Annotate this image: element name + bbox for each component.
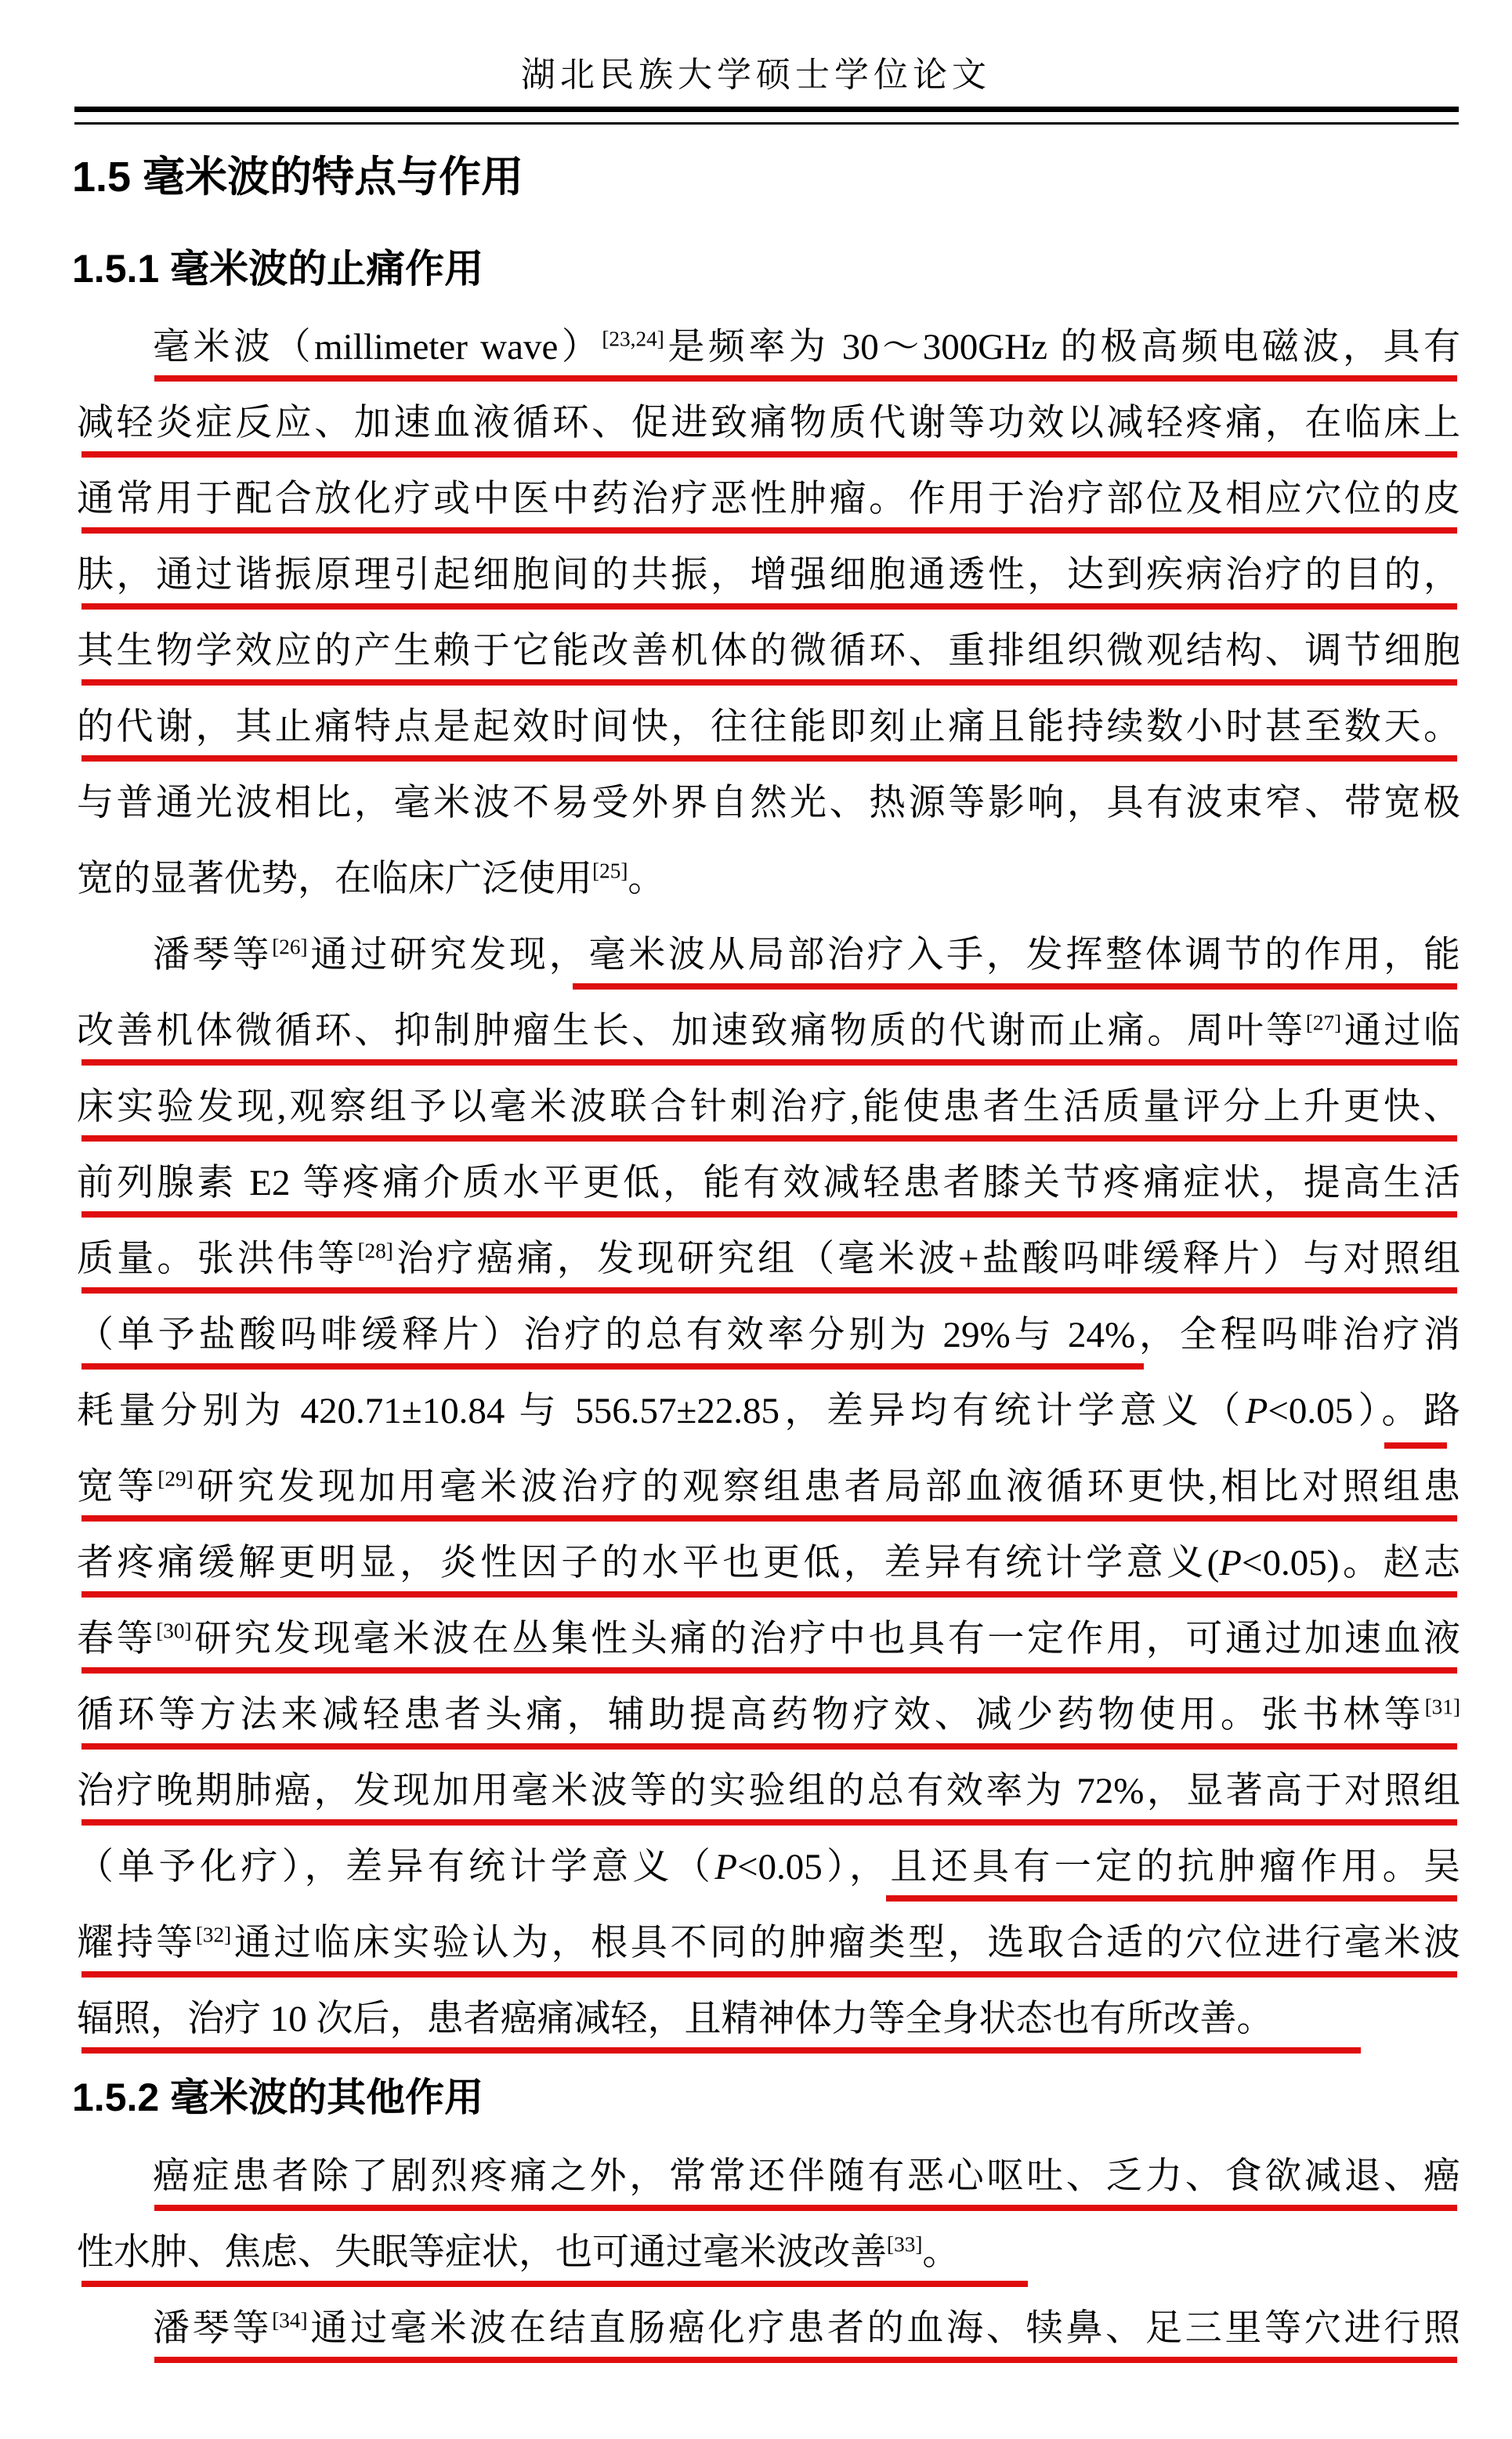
highlight-underline (886, 1895, 1457, 1902)
body-line-21 (77, 1829, 1460, 1905)
section-heading-1-5-1: 1.5.1 毫米波的止痛作用 (72, 247, 484, 291)
highlight-underline (154, 2357, 1457, 2363)
body-line-7 (77, 765, 1460, 841)
text-run: 宽的显著优势，在临床广泛使用 (77, 859, 592, 899)
body-line-25 (77, 2215, 1460, 2291)
citation-ref: [29] (157, 1467, 194, 1491)
page-header-title: 湖北民族大学硕士学位论文 (521, 56, 991, 94)
text-run: 前列腺素 E2 等疼痛介质水平更低，能有效减轻患者膝关节疼痛症状，提高生活 (77, 1163, 1460, 1203)
text-run: 改善机体微循环、抑制肿瘤生长、加速致痛物质的代谢而止痛。周叶等 (77, 1011, 1306, 1051)
text-run: <0.05)。赵志 (1242, 1543, 1460, 1583)
text-run: 通过临 (1341, 1011, 1461, 1051)
highlight-underline (81, 1363, 1144, 1370)
text-run: 。 (628, 859, 665, 899)
body-line-17 (77, 1525, 1460, 1601)
text-run: 研究发现毫米波在丛集性头痛的治疗中也具有一定作用，可通过加速血液 (191, 1619, 1461, 1659)
citation-ref: [25] (592, 859, 628, 883)
highlight-underline (81, 451, 1457, 458)
text-run: 宽等 (77, 1467, 158, 1507)
highlight-underline (81, 1971, 1457, 1978)
body-line-22 (77, 1905, 1460, 1981)
body-line-16 (77, 1449, 1460, 1525)
italic-text: P (1245, 1391, 1268, 1431)
header-divider-rule (74, 107, 1459, 125)
text-run: 肤，通过谐振原理引起细胞间的共振，增强细胞通透性，达到疾病治疗的目的， (77, 555, 1460, 595)
citation-ref: [30] (156, 1619, 192, 1643)
body-line-15 (77, 1373, 1460, 1449)
text-run: 的代谢，其止痛特点是起效时间快，往往能即刻止痛且能持续数小时甚至数天。 (77, 707, 1460, 747)
body-line-9 (77, 917, 1460, 993)
text-run: 质量。张洪伟等 (77, 1239, 358, 1279)
body-line-3 (77, 461, 1460, 537)
text-run: 减轻炎症反应、加速血液循环、促进致痛物质代谢等功效以减轻疼痛，在临床上 (77, 403, 1460, 443)
text-run: 耗量分别为 420.71±10.84 与 556.57±22.85，差异均有统计学意义（ (77, 1391, 1246, 1431)
body-line-26 (77, 2291, 1460, 2367)
body-line-2 (77, 385, 1460, 461)
highlight-underline (81, 1743, 1457, 1750)
text-run: 耀持等 (77, 1923, 196, 1963)
body-text-block-1 (77, 309, 1460, 2057)
citation-ref: [34] (272, 2308, 308, 2332)
body-line-14 (77, 1297, 1460, 1373)
citation-ref: [31] (1424, 1695, 1460, 1719)
text-run: （单予盐酸吗啡缓释片）治疗的总有效率分别为 29%与 24%，全程吗啡治疗消 (77, 1315, 1460, 1355)
body-line-11 (77, 1069, 1460, 1145)
highlight-underline (81, 1135, 1457, 1142)
citation-ref: [26] (272, 935, 308, 959)
body-text-block-2 (77, 2139, 1460, 2367)
text-run: （单予化疗），差异有统计学意义（ (77, 1847, 715, 1887)
text-run: 潘琴等 (153, 935, 273, 975)
text-run: 者疼痛缓解更明显，炎性因子的水平也更低，差异有统计学意义( (77, 1543, 1220, 1583)
text-run: <0.05），且还具有一定的抗肿瘤作用。吴 (736, 1847, 1460, 1887)
highlight-underline (1384, 1442, 1447, 1449)
body-line-12 (77, 1145, 1460, 1221)
highlight-underline (81, 2281, 1028, 2287)
text-run: 潘琴等 (153, 2308, 273, 2349)
highlight-underline (573, 983, 1457, 990)
highlight-underline (81, 679, 1457, 686)
body-line-24 (77, 2139, 1460, 2215)
text-run: 治疗癌痛，发现研究组（毫米波+盐酸吗啡缓释片）与对照组 (392, 1239, 1461, 1279)
highlight-underline (81, 1515, 1457, 1522)
body-line-13 (77, 1221, 1460, 1297)
body-line-19 (77, 1677, 1460, 1753)
highlight-underline (81, 603, 1457, 610)
citation-ref: [23,24] (602, 327, 664, 351)
text-run: 床实验发现,观察组予以毫米波联合针刺治疗,能使患者生活质量评分上升更快、 (77, 1087, 1460, 1127)
body-line-23 (77, 1981, 1460, 2057)
section-heading-1-5-2: 1.5.2 毫米波的其他作用 (72, 2075, 484, 2119)
text-run: 治疗晚期肺癌，发现加用毫米波等的实验组的总有效率为 72%，显著高于对照组 (77, 1771, 1460, 1811)
text-run: 通常用于配合放化疗或中医中药治疗恶性肿瘤。作用于治疗部位及相应穴位的皮 (77, 479, 1460, 519)
highlight-underline (154, 375, 1457, 382)
body-line-10 (77, 993, 1460, 1069)
text-run: 癌症患者除了剧烈疼痛之外，常常还伴随有恶心呕吐、乏力、食欲减退、癌 (153, 2156, 1460, 2197)
text-run: 研究发现加用毫米波治疗的观察组患者局部血液循环更快,相比对照组患 (193, 1467, 1461, 1507)
text-run: 。 (922, 2232, 960, 2273)
text-run: 通过研究发现，毫米波从局部治疗入手，发挥整体调节的作用，能 (307, 935, 1461, 975)
text-run: 通过临床实验认为，根具不同的肿瘤类型，选取合适的穴位进行毫米波 (231, 1923, 1461, 1963)
highlight-underline (81, 527, 1457, 534)
citation-ref: [33] (887, 2232, 923, 2256)
highlight-underline (154, 2205, 1457, 2211)
highlight-underline (81, 1819, 1457, 1826)
text-run: 通过毫米波在结直肠癌化疗患者的血海、犊鼻、足三里等穴进行照 (307, 2308, 1461, 2349)
citation-ref: [28] (357, 1239, 393, 1263)
citation-ref: [32] (195, 1923, 232, 1947)
highlight-underline (81, 1667, 1457, 1674)
highlight-underline (81, 1211, 1457, 1218)
italic-text: P (1219, 1543, 1243, 1583)
highlight-underline (81, 755, 1457, 762)
text-run: 毫米波（millimeter wave） (153, 327, 602, 367)
italic-text: P (714, 1847, 737, 1887)
body-line-20 (77, 1753, 1460, 1829)
body-line-8 (77, 841, 1460, 917)
section-heading-1-5: 1.5 毫米波的特点与作用 (72, 154, 524, 201)
highlight-underline (81, 1059, 1457, 1066)
body-line-4 (77, 537, 1460, 613)
highlight-underline (81, 2047, 1361, 2054)
text-run: 辐照，治疗 10 次后，患者癌痛减轻，且精神体力等全身状态也有所改善。 (77, 1999, 1274, 2039)
body-line-1 (77, 309, 1460, 385)
text-run: 循环等方法来减轻患者头痛，辅助提高药物疗效、减少药物使用。张书林等 (77, 1695, 1425, 1735)
text-run: 是频率为 30～300GHz 的极高频电磁波，具有 (664, 327, 1460, 367)
body-line-6 (77, 689, 1460, 765)
body-line-5 (77, 613, 1460, 689)
text-run: 其生物学效应的产生赖于它能改善机体的微循环、重排组织微观结构、调节细胞 (77, 631, 1460, 671)
text-run: 春等 (77, 1619, 157, 1659)
text-run: 性水肿、焦虑、失眠等症状，也可通过毫米波改善 (77, 2232, 887, 2273)
text-run: <0.05）。路 (1268, 1391, 1460, 1431)
highlight-underline (81, 1591, 1457, 1598)
highlight-underline (81, 1287, 1457, 1294)
body-line-18 (77, 1601, 1460, 1677)
citation-ref: [27] (1305, 1011, 1342, 1035)
text-run: 与普通光波相比，毫米波不易受外界自然光、热源等影响，具有波束窄、带宽极 (77, 783, 1460, 823)
